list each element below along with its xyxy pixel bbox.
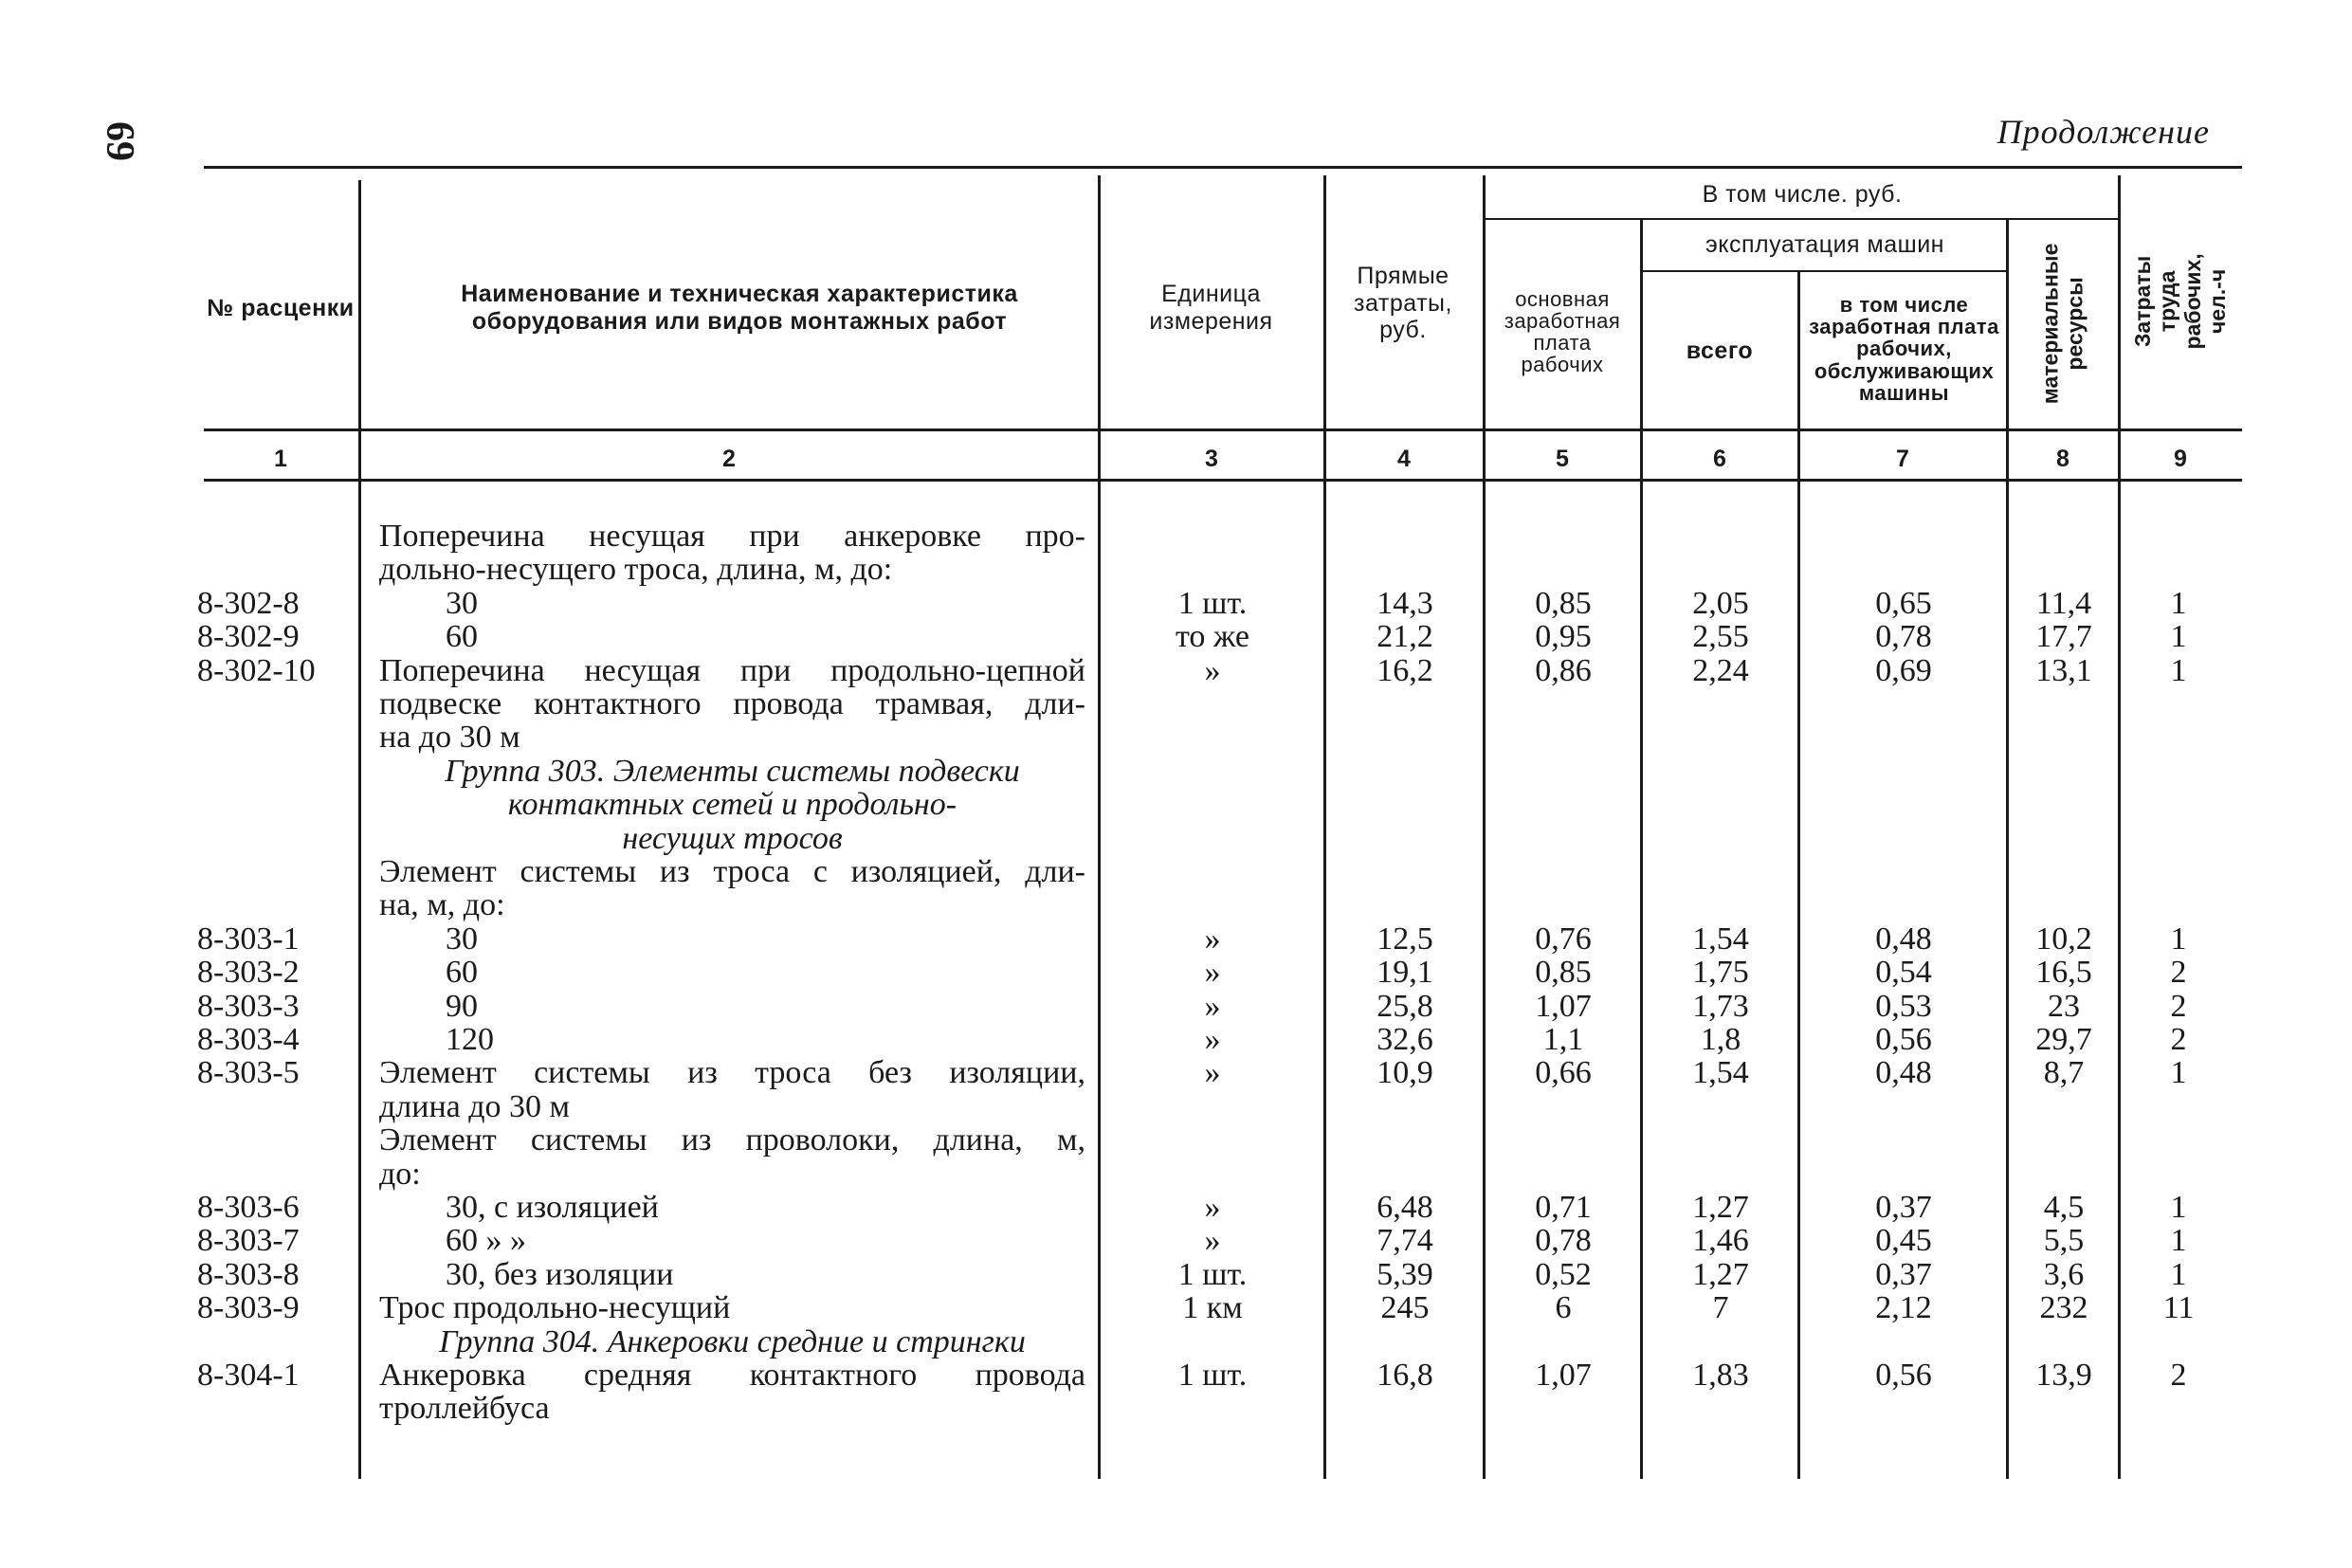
item-description: дольно-несущего троса, длина, м, до: (379, 552, 893, 587)
unit-of-measure: » (1204, 921, 1221, 957)
base-wage-value: 0,76 (1535, 921, 1592, 957)
direct-costs-value: 5,39 (1377, 1257, 1433, 1292)
base-wage-value: 0,85 (1535, 955, 1592, 990)
materials-value: 17,7 (2035, 619, 2092, 654)
item-description: 90 (446, 989, 478, 1024)
item-description: Элемент системы из троса с изоляцией, дли- (379, 854, 1085, 889)
materials-value: 5,5 (2043, 1223, 2085, 1258)
labor-value: 2 (2170, 989, 2187, 1024)
machine-total-value: 2,05 (1692, 586, 1749, 621)
machine-total-value: 2,55 (1692, 619, 1749, 654)
labor-value: 1 (2170, 1223, 2187, 1258)
unit-of-measure: 1 шт. (1177, 586, 1248, 621)
item-description: Группа 304. Анкеровки средние и стрингки (439, 1324, 1026, 1359)
item-description: Элемент системы из проволоки, длина, м, (379, 1122, 1085, 1158)
colnum-4: 4 (1397, 446, 1411, 472)
materials-value: 232 (2039, 1290, 2088, 1325)
header-bottom-rule (204, 428, 2242, 431)
col-divider-1 (358, 180, 361, 1479)
machine-wage-value: 2,12 (1875, 1290, 1932, 1325)
colnum-1: 1 (274, 446, 287, 472)
rate-code: 8-303-9 (197, 1290, 300, 1325)
item-description: 30 (446, 586, 478, 621)
header-labor-cell (2120, 175, 2241, 427)
machine-wage-value: 0,37 (1875, 1257, 1932, 1292)
item-description: на, м, до: (379, 887, 505, 922)
item-description: контактных сетей и продольно- (507, 787, 957, 822)
machine-total-value: 1,27 (1692, 1257, 1749, 1292)
header-machine-total: всего (1686, 337, 1754, 364)
base-wage-value: 0,71 (1535, 1190, 1592, 1225)
item-description: Поперечина несущая при продольно-цепной (379, 653, 1085, 688)
colnum-3: 3 (1205, 446, 1218, 472)
rate-code: 8-303-7 (197, 1223, 300, 1258)
base-wage-value: 0,78 (1535, 1223, 1592, 1258)
labor-value: 1 (2170, 921, 2187, 957)
header-materials-cell (2008, 220, 2118, 427)
item-description: Элемент системы из троса без изоляции, (379, 1055, 1085, 1090)
machine-wage-value: 0,45 (1875, 1223, 1932, 1258)
header-machine-operation: эксплуатация машин (1705, 230, 1944, 258)
header-base-wage: основная заработная плата рабочих (1504, 286, 1621, 377)
machine-total-value: 1,54 (1692, 921, 1749, 957)
unit-of-measure: » (1204, 989, 1221, 1024)
machine-total-value: 1,46 (1692, 1223, 1749, 1258)
rate-code: 8-304-1 (197, 1358, 300, 1393)
rate-code: 8-303-6 (197, 1190, 300, 1225)
machine-total-value: 1,83 (1692, 1358, 1749, 1393)
base-wage-value: 1,07 (1535, 1358, 1592, 1393)
rate-code: 8-303-5 (197, 1055, 300, 1090)
header-direct-costs: Прямые затраты, руб. (1354, 262, 1452, 344)
unit-of-measure: 1 шт. (1177, 1358, 1248, 1393)
machine-wage-value: 0,53 (1875, 989, 1932, 1024)
direct-costs-value: 7,74 (1377, 1223, 1433, 1258)
rate-code: 8-302-8 (197, 586, 300, 621)
unit-of-measure: » (1204, 1223, 1221, 1258)
unit-of-measure: » (1204, 653, 1221, 688)
header-materials: материальные ресурсы (2037, 243, 2088, 404)
base-wage-value: 0,66 (1535, 1055, 1592, 1090)
labor-value: 1 (2170, 1257, 2187, 1292)
header-top-rule (204, 166, 2242, 169)
unit-of-measure: 1 км (1182, 1290, 1243, 1325)
direct-costs-value: 14,3 (1377, 586, 1433, 621)
labor-value: 1 (2170, 1190, 2187, 1225)
materials-value: 16,5 (2035, 955, 2092, 990)
unit-of-measure: » (1204, 1055, 1221, 1090)
header-name: Наименование и техническая характеристика оборудования или видов монтажных работ (461, 281, 1018, 335)
machine-wage-value: 0,69 (1875, 653, 1932, 688)
item-description: троллейбуса (379, 1391, 550, 1426)
base-wage-value: 0,86 (1535, 653, 1592, 688)
item-description: 120 (446, 1022, 494, 1057)
direct-costs-value: 10,9 (1377, 1055, 1433, 1090)
machine-wage-value: 0,48 (1875, 921, 1932, 957)
rate-code: 8-303-3 (197, 989, 300, 1024)
direct-costs-value: 25,8 (1377, 989, 1433, 1024)
labor-value: 11 (2162, 1290, 2195, 1325)
direct-costs-value: 21,2 (1377, 619, 1433, 654)
item-description: до: (379, 1157, 421, 1192)
machine-total-value: 7 (1712, 1290, 1729, 1325)
labor-value: 1 (2170, 619, 2187, 654)
labor-value: 1 (2170, 586, 2187, 621)
machine-total-value: 1,73 (1692, 989, 1749, 1024)
base-wage-value: 6 (1555, 1290, 1572, 1325)
item-description: 60 (446, 955, 478, 990)
machine-total-value: 1,27 (1692, 1190, 1749, 1225)
unit-of-measure: » (1204, 1190, 1221, 1225)
item-description: Группа 303. Элементы системы подвески (445, 754, 1020, 789)
rate-code: 8-303-1 (197, 921, 300, 957)
materials-value: 13,9 (2035, 1358, 2092, 1393)
item-description: Анкеровка средняя контактного провода (379, 1358, 1085, 1393)
machine-total-value: 2,24 (1692, 653, 1749, 688)
colnum-5: 5 (1556, 446, 1569, 472)
direct-costs-value: 19,1 (1377, 955, 1433, 990)
labor-value: 2 (2170, 1022, 2187, 1057)
machine-wage-value: 0,48 (1875, 1055, 1932, 1090)
header-including: В том числе. руб. (1702, 180, 1903, 208)
machine-wage-value: 0,37 (1875, 1190, 1932, 1225)
materials-value: 10,2 (2035, 921, 2092, 957)
unit-of-measure: » (1204, 1022, 1221, 1057)
header-code: № расценки (207, 294, 355, 321)
item-description: 30 (446, 921, 478, 957)
machine-wage-value: 0,56 (1875, 1358, 1932, 1393)
machine-total-value: 1,8 (1700, 1022, 1741, 1057)
base-wage-value: 0,85 (1535, 586, 1592, 621)
direct-costs-value: 16,2 (1377, 653, 1433, 688)
header-machine-wage: в том числе заработная плата рабочих, обслуживающих машины (1809, 293, 1999, 405)
labor-value: 2 (2170, 955, 2187, 990)
machine-wage-value: 0,78 (1875, 619, 1932, 654)
column-number-rule (204, 479, 2242, 482)
item-description: на до 30 м (379, 720, 520, 755)
header-labor: Затраты труда рабочих, чел.-ч (2130, 252, 2231, 350)
materials-value: 13,1 (2035, 653, 2092, 688)
header-unit: Единица измерения (1149, 281, 1273, 335)
unit-of-measure: 1 шт. (1177, 1257, 1248, 1292)
rate-code: 8-303-2 (197, 955, 300, 990)
rate-code: 8-303-8 (197, 1257, 300, 1292)
unit-of-measure: » (1204, 955, 1221, 990)
direct-costs-value: 12,5 (1377, 921, 1433, 957)
materials-value: 4,5 (2043, 1190, 2085, 1225)
materials-value: 11,4 (2035, 586, 2092, 621)
direct-costs-value: 32,6 (1377, 1022, 1433, 1057)
labor-value: 1 (2170, 1055, 2187, 1090)
labor-value: 2 (2170, 1358, 2187, 1393)
colnum-2: 2 (722, 446, 736, 472)
item-description: несущих тросов (622, 821, 843, 856)
base-wage-value: 1,07 (1535, 989, 1592, 1024)
item-description: 30, с изоляцией (446, 1190, 659, 1225)
rate-code: 8-302-10 (197, 653, 316, 688)
colnum-7: 7 (1896, 446, 1909, 472)
materials-value: 8,7 (2043, 1055, 2085, 1090)
machine-total-value: 1,75 (1692, 955, 1749, 990)
colnum-8: 8 (2056, 446, 2069, 472)
page-number: 69 (98, 121, 141, 161)
rate-code: 8-303-4 (197, 1022, 300, 1057)
machine-total-value: 1,54 (1692, 1055, 1749, 1090)
rate-code: 8-302-9 (197, 619, 300, 654)
machines-subheader-rule (1642, 270, 2008, 272)
materials-value: 23 (2048, 989, 2080, 1024)
item-description: подвеске контактного провода трамвая, дли- (379, 686, 1085, 721)
item-description: Трос продольно-несущий (379, 1290, 731, 1325)
materials-value: 3,6 (2043, 1257, 2085, 1292)
materials-value: 29,7 (2035, 1022, 2092, 1057)
direct-costs-value: 245 (1380, 1290, 1430, 1325)
machine-wage-value: 0,56 (1875, 1022, 1932, 1057)
item-description: длина до 30 м (379, 1089, 571, 1124)
direct-costs-value: 16,8 (1377, 1358, 1433, 1393)
machine-wage-value: 0,65 (1875, 586, 1932, 621)
colnum-6: 6 (1713, 446, 1726, 472)
item-description: Поперечина несущая при анкеровке про- (379, 519, 1085, 554)
colnum-9: 9 (2174, 446, 2187, 472)
item-description: 30, без изоляции (446, 1257, 674, 1292)
base-wage-value: 1,1 (1542, 1022, 1584, 1057)
item-description: 60 » » (446, 1223, 526, 1258)
direct-costs-value: 6,48 (1377, 1190, 1433, 1225)
item-description: 60 (446, 619, 478, 654)
base-wage-value: 0,95 (1535, 619, 1592, 654)
machine-wage-value: 0,54 (1875, 955, 1932, 990)
base-wage-value: 0,52 (1535, 1257, 1592, 1292)
unit-of-measure: то же (1175, 619, 1250, 654)
labor-value: 1 (2170, 653, 2187, 688)
continuation-label: Продолжение (1996, 113, 2210, 151)
